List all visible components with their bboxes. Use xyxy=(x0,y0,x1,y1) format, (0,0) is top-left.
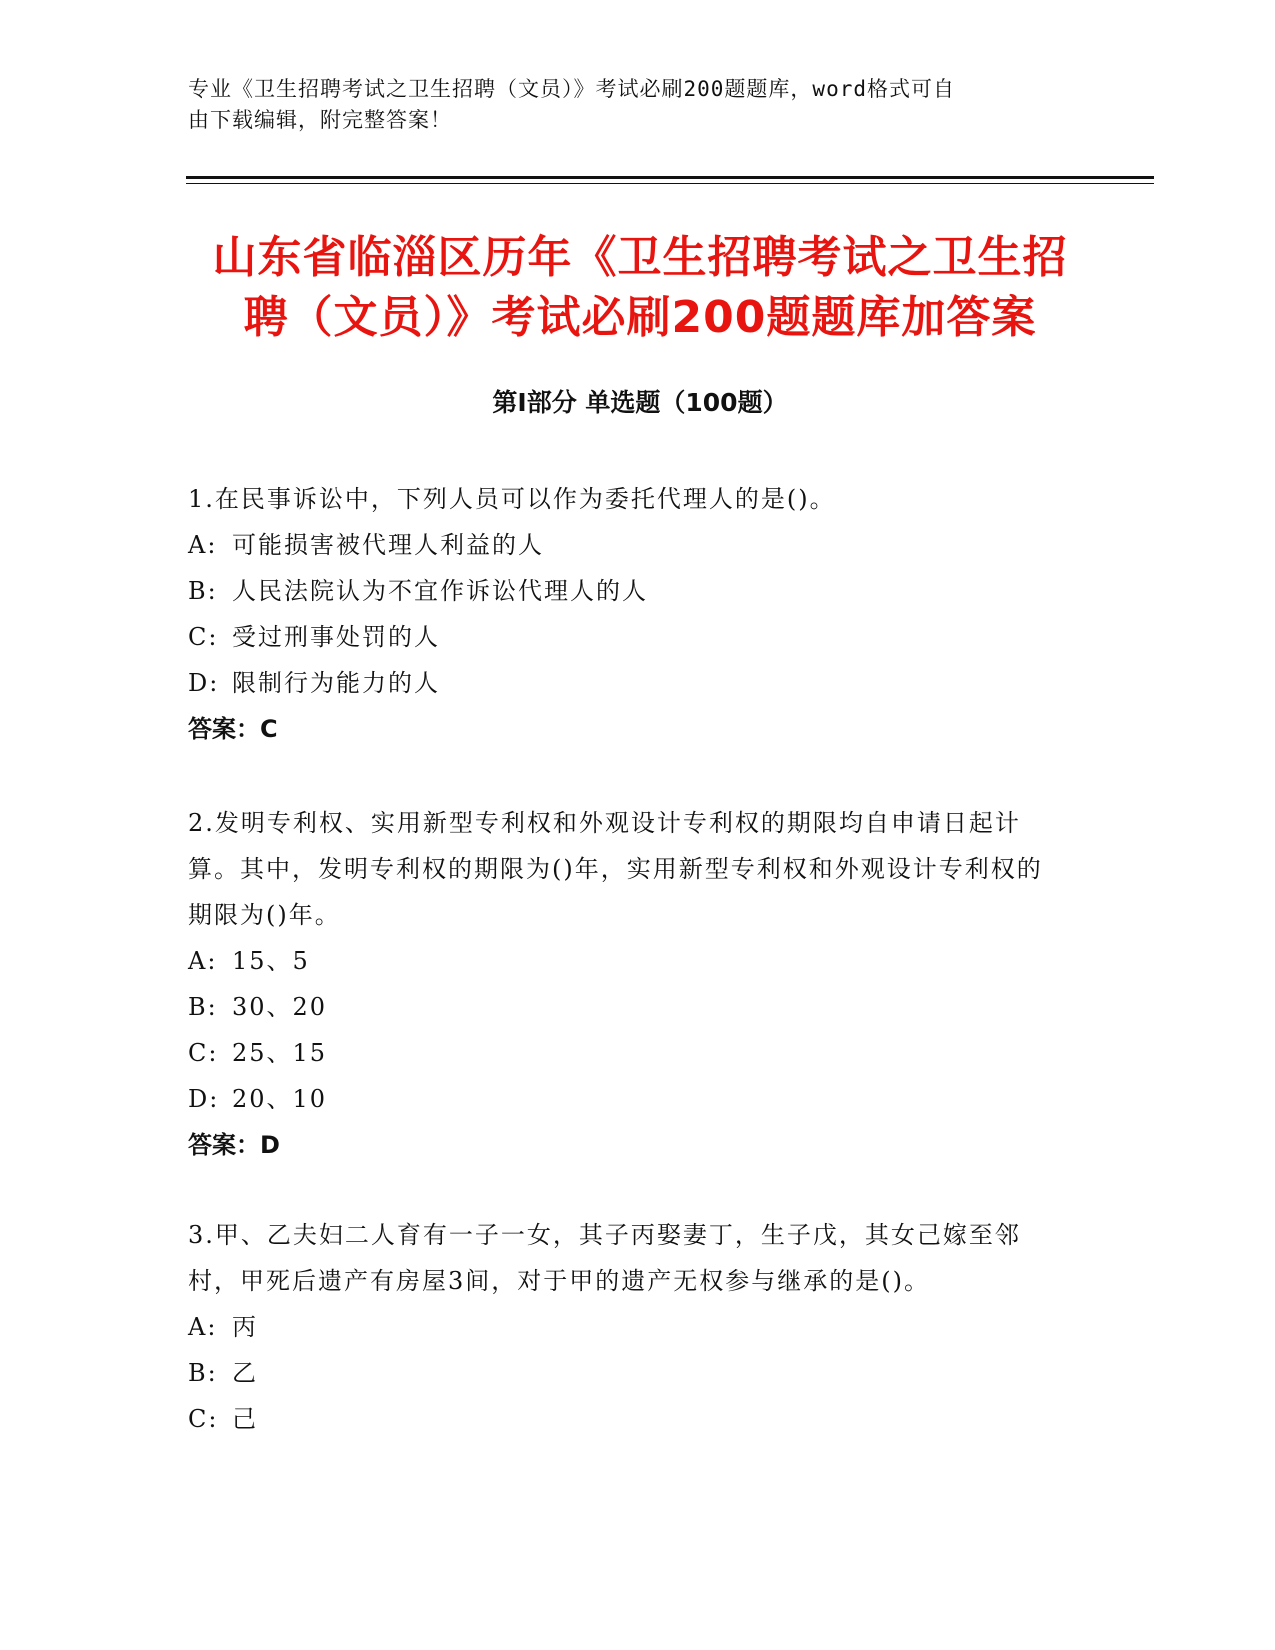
option-b xyxy=(188,568,1068,614)
option-text: 受过刑事处罚的人 xyxy=(232,623,440,651)
option-text: 己 xyxy=(232,1405,258,1433)
option-b xyxy=(188,984,1068,1030)
intro-text xyxy=(188,74,1078,136)
question-stem: 3.甲、乙夫妇二人育有一子一女，其子丙娶妻丁，生子戊，其女己嫁至邻村，甲死后遗产有房屋3间，对于甲的遗产无权参与继承的是()。 xyxy=(188,1221,1021,1295)
option-letter: A: xyxy=(188,1313,218,1341)
title-line-1: 山东省临淄区历年《卫生招聘考试之卫生招 xyxy=(212,232,1068,283)
option-letter: C: xyxy=(188,1405,219,1433)
option-letter: B: xyxy=(188,577,218,605)
option-letter: B: xyxy=(188,1359,218,1387)
option-letter: D: xyxy=(188,669,220,697)
option-text: 25、15 xyxy=(232,1039,328,1067)
option-b xyxy=(188,1350,1068,1396)
option-letter: A: xyxy=(188,947,218,975)
intro-line-1: 专业《卫生招聘考试之卫生招聘（文员）》考试必刷200题题库，word格式可自 xyxy=(188,77,955,101)
option-text: 限制行为能力的人 xyxy=(232,669,440,697)
option-text: 20、10 xyxy=(232,1085,328,1113)
intro-line-2: 由下载编辑，附完整答案！ xyxy=(188,108,452,132)
document-title xyxy=(180,228,1100,348)
question-1 xyxy=(188,476,1068,752)
question-3 xyxy=(188,1212,1068,1442)
header-divider-thin xyxy=(186,183,1154,184)
option-a xyxy=(188,938,1068,984)
option-letter: C: xyxy=(188,1039,219,1067)
section-heading: 第Ⅰ部分 单选题（100题） xyxy=(492,388,788,417)
header-divider-thick xyxy=(186,176,1154,179)
option-a xyxy=(188,522,1068,568)
option-c xyxy=(188,614,1068,660)
option-d xyxy=(188,660,1068,706)
option-text: 丙 xyxy=(232,1313,258,1341)
option-c xyxy=(188,1030,1068,1076)
option-letter: A: xyxy=(188,531,218,559)
option-letter: B: xyxy=(188,993,218,1021)
option-text: 人民法院认为不宜作诉讼代理人的人 xyxy=(232,577,648,605)
answer-line: 答案：C xyxy=(188,715,278,743)
option-d xyxy=(188,1076,1068,1122)
option-letter: C: xyxy=(188,623,219,651)
question-stem: 1.在民事诉讼中，下列人员可以作为委托代理人的是()。 xyxy=(188,485,836,513)
option-c xyxy=(188,1396,1068,1442)
answer-line: 答案：D xyxy=(188,1131,280,1159)
option-letter: D: xyxy=(188,1085,220,1113)
option-text: 乙 xyxy=(232,1359,258,1387)
question-stem: 2.发明专利权、实用新型专利权和外观设计专利权的期限均自申请日起计算。其中，发明专利权的期限为()年，实用新型专利权和外观设计专利权的期限为()年。 xyxy=(188,809,1043,929)
option-text: 30、20 xyxy=(232,993,328,1021)
question-2 xyxy=(188,800,1068,1168)
option-text: 可能损害被代理人利益的人 xyxy=(232,531,544,559)
option-text: 15、5 xyxy=(232,947,310,975)
title-line-2: 聘（文员）》考试必刷200题题库加答案 xyxy=(243,292,1037,343)
option-a xyxy=(188,1304,1068,1350)
